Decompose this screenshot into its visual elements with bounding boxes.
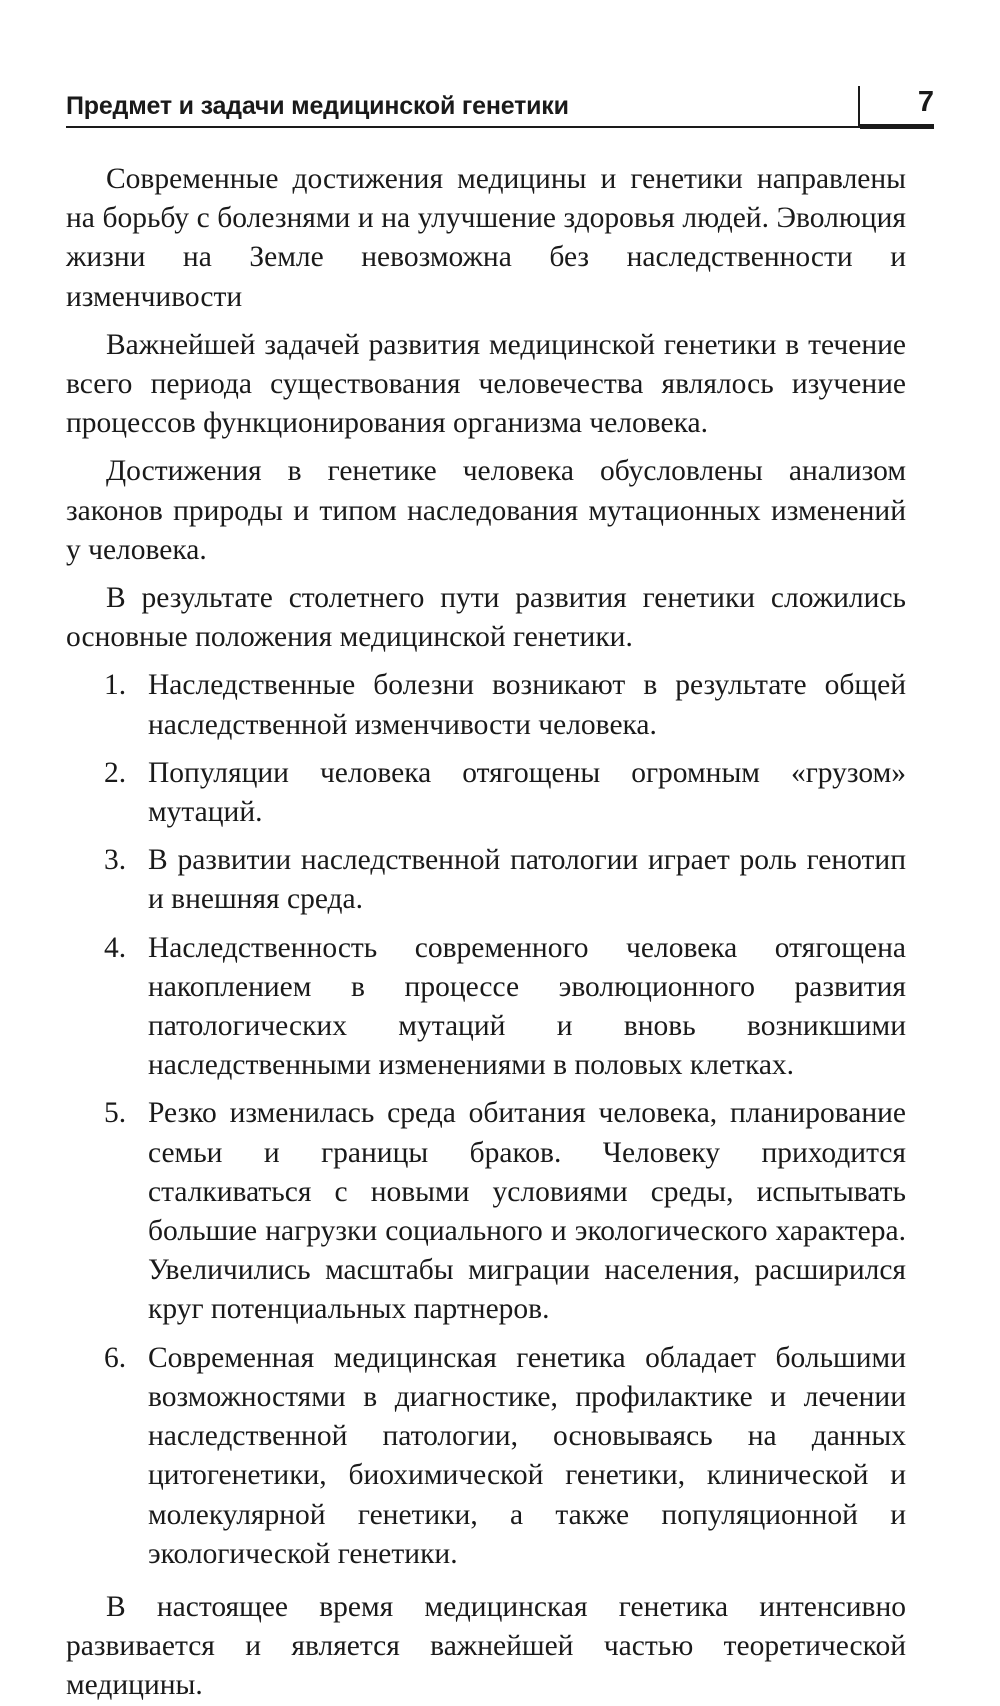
list-item-text: Современная медицинская генетика обладает большими возможностями в диагностике, профилактике и лечении наследственной патологии, основываясь на данных цитогенетики, биохимической генетики, клинической и молекулярной генетики, а также популяционной и экологической генетики. bbox=[148, 1341, 906, 1570]
list-item bbox=[66, 929, 906, 1086]
list-item-text: Наследственные болезни возникают в результате общей наследственной изменчивости человека. bbox=[148, 669, 906, 741]
list-item-text: В развитии наследственной патологии играет роль генотип и внешняя среда. bbox=[148, 844, 906, 916]
list-item-number: 3. bbox=[104, 844, 127, 877]
paragraph: Важнейшей задачей развития медицинской генетики в течение всего периода существования человечества являлось изучение процессов функционирования организма человека. bbox=[66, 328, 906, 440]
paragraph: В результате столетнего пути развития генетики сложились основные положения медицинской генетики. bbox=[66, 582, 906, 654]
list-item-number: 5. bbox=[104, 1097, 127, 1130]
list-item bbox=[66, 1094, 906, 1329]
list-item-number: 6. bbox=[104, 1341, 127, 1374]
list-item-text: Популяции человека отягощены огромным «грузом» мутаций. bbox=[148, 756, 906, 829]
closing-paragraph: В настоящее время медицинская генетика интенсивно развивается и является важнейшей частью теоретической медицины. bbox=[66, 1590, 906, 1702]
page-number-rule bbox=[860, 124, 934, 129]
body-text bbox=[66, 160, 906, 1706]
numbered-list bbox=[66, 666, 906, 1573]
list-item bbox=[66, 1339, 906, 1574]
list-item-number: 1. bbox=[104, 669, 127, 702]
page-number: 7 bbox=[917, 86, 934, 118]
list-item bbox=[66, 841, 906, 919]
running-header bbox=[66, 86, 934, 138]
header-rule bbox=[66, 126, 858, 128]
paragraph: Современные достижения медицины и генетики направлены на борьбу с болезнями и на улучшение здоровья людей. Эволюция жизни на Земле невозможна без наследственности и изменчивости bbox=[66, 163, 906, 313]
list-item-number: 2. bbox=[104, 756, 127, 789]
list-item bbox=[66, 754, 906, 832]
chapter-title: Предмет и задачи медицинской генетики bbox=[66, 92, 569, 120]
list-item-text: Наследственность современного человека отягощена накоплением в процессе эволюционного развития патологических мутаций и вновь возникшими наследственными изменениями в половых клетках. bbox=[148, 931, 906, 1082]
list-item-number: 4. bbox=[104, 931, 127, 964]
list-item-text: Резко изменилась среда обитания человека, планирование семьи и границы браков. Человеку приходится сталкиваться с новыми условиями среды, испытывать большие нагрузки социального и экологического характера. Увеличились масштабы миграции населения, расширился круг потенциальных партнеров. bbox=[148, 1097, 906, 1326]
paragraph: Достижения в генетике человека обусловлены анализом законов природы и типом наследования мутационных изменений у человека. bbox=[66, 455, 906, 566]
list-item bbox=[66, 666, 906, 744]
